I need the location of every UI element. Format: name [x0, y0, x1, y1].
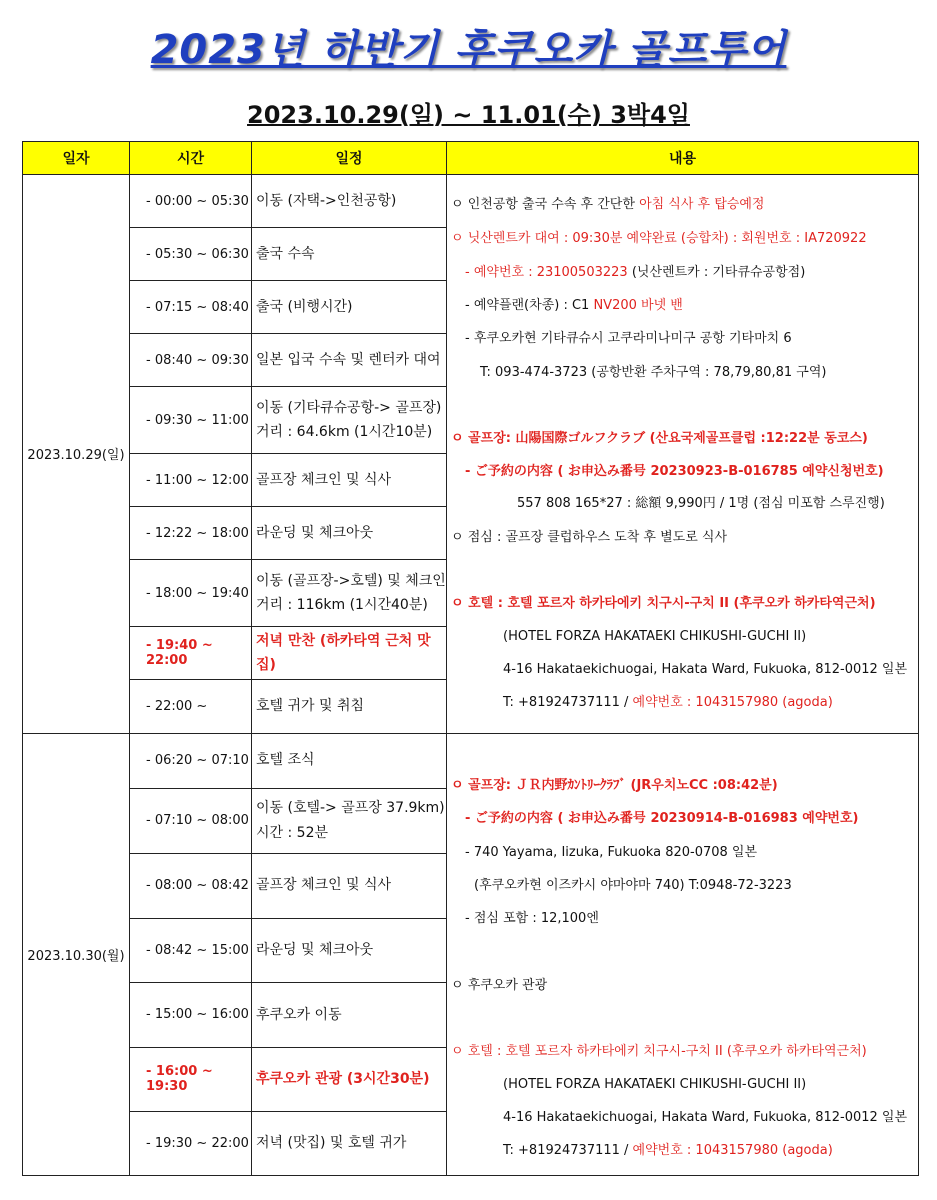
row-time: - 19:40 ~ 22:00 — [130, 627, 252, 680]
content-line: ㅇ 골프장: ＪＲ内野ｶﾝﾄﾘｰｸﾗﾌﾞ (JR우치노CC :08:42분) — [451, 777, 778, 793]
row-time: - 16:00 ~ 19:30 — [130, 1047, 252, 1111]
content-line: T: +81924737111 / 예약번호 : 1043157980 (agoda) — [503, 1142, 833, 1158]
row-plan: 골프장 체크인 및 식사 — [252, 454, 447, 507]
header-content: 내용 — [447, 142, 919, 175]
row-plan: 출국 (비행시간) — [252, 281, 447, 334]
row-time: - 09:30 ~ 11:00 — [130, 387, 252, 454]
row-plan: 저녁 (맛집) 및 호텔 귀가 — [252, 1111, 447, 1175]
day2-date: 2023.10.30(월) — [23, 733, 130, 1175]
header-row — [23, 142, 919, 175]
content-line: - 점심 포함 : 12,100엔 — [465, 910, 599, 926]
row-plan: 이동 (호텔-> 골프장 37.9km) 시간 : 52분 — [252, 788, 447, 853]
content-line: ㅇ 호텔 : 호텔 포르자 하카타에키 치구시-구치 II (후쿠오카 하카타역근처) — [451, 1043, 867, 1059]
content-line: - 예약플랜(차종) : C1 NV200 바넷 밴 — [465, 298, 683, 314]
row-plan: 호텔 조식 — [252, 733, 447, 788]
row-time: - 00:00 ~ 05:30 — [130, 175, 252, 228]
row-plan: 출국 수속 — [252, 228, 447, 281]
content-line: 557 808 165*27 : 総額 9,990円 / 1명 (점심 미포함 스루진행) — [517, 496, 885, 512]
row-time: - 08:40 ~ 09:30 — [130, 334, 252, 387]
row-plan: 후쿠오카 관광 (3시간30분) — [252, 1047, 447, 1111]
content-line: ㅇ 골프장: 山陽国際ゴルフクラブ (산요국제골프클럽 :12:22분 동코스) — [451, 431, 868, 447]
content-line: T: +81924737111 / 예약번호 : 1043157980 (agoda) — [503, 695, 833, 711]
day2-content — [447, 733, 919, 1175]
row-plan: 호텔 귀가 및 취침 — [252, 680, 447, 733]
row-time: - 22:00 ~ — [130, 680, 252, 733]
header-time: 시간 — [130, 142, 252, 175]
content-line: (HOTEL FORZA HAKATAEKI CHIKUSHI-GUCHI II) — [503, 1076, 807, 1092]
row-time: - 08:00 ~ 08:42 — [130, 853, 252, 918]
content-line: ㅇ 인천공항 출국 수속 후 간단한 아침 식사 후 탑승예정 — [451, 197, 765, 213]
table-row — [23, 175, 919, 228]
day1-content — [447, 175, 919, 734]
content-line: - 740 Yayama, Iizuka, Fukuoka 820-0708 일본 — [465, 844, 758, 860]
header-plan: 일정 — [252, 142, 447, 175]
day1-date: 2023.10.29(일) — [23, 175, 130, 734]
row-time: - 18:00 ~ 19:40 — [130, 560, 252, 627]
row-plan: 후쿠오카 이동 — [252, 982, 447, 1047]
content-line: (후쿠오카현 이즈카시 야마야마 740) T:0948-72-3223 — [474, 877, 792, 893]
schedule-table — [22, 141, 919, 1176]
row-time: - 12:22 ~ 18:00 — [130, 507, 252, 560]
row-time: - 06:20 ~ 07:10 — [130, 733, 252, 788]
row-time: - 11:00 ~ 12:00 — [130, 454, 252, 507]
row-time: - 07:15 ~ 08:40 — [130, 281, 252, 334]
row-plan: 이동 (자택->인천공항) — [252, 175, 447, 228]
header-date: 일자 — [23, 142, 130, 175]
content-line: ㅇ 후쿠오카 관광 — [451, 977, 548, 993]
content-line: - 예약번호 : 23100503223 (닛산렌트카 : 기타큐슈공항점) — [465, 265, 806, 281]
content-line: - ご予約の内容 ( お申込み番号 20230923-B-016785 예약신청번호) — [465, 464, 884, 480]
row-time: - 19:30 ~ 22:00 — [130, 1111, 252, 1175]
content-line: - ご予約の内容 ( お申込み番号 20230914-B-016983 예약번호) — [465, 810, 859, 826]
content-line: ㅇ 닛산렌트카 대여 : 09:30분 예약완료 (승합차) : 회원번호 : IA720922 — [451, 231, 867, 247]
row-plan: 라운딩 및 체크아웃 — [252, 918, 447, 982]
row-plan: 이동 (기타큐슈공항-> 골프장) 거리 : 64.6km (1시간10분) — [252, 387, 447, 454]
content-line: ㅇ 점심 : 골프장 클럽하우스 도착 후 별도로 식사 — [451, 530, 728, 546]
row-time: - 08:42 ~ 15:00 — [130, 918, 252, 982]
content-line: 4-16 Hakataekichuogai, Hakata Ward, Fukuoka, 812-0012 일본 — [503, 1109, 908, 1125]
row-plan: 이동 (골프장->호텔) 및 체크인 거리 : 116km (1시간40분) — [252, 560, 447, 627]
row-time: - 05:30 ~ 06:30 — [130, 228, 252, 281]
row-plan: 일본 입국 수속 및 렌터카 대여 — [252, 334, 447, 387]
page-subtitle: 2023.10.29(일) ~ 11.01(수) 3박4일 — [247, 101, 690, 129]
content-line: (HOTEL FORZA HAKATAEKI CHIKUSHI-GUCHI II) — [503, 629, 807, 645]
row-plan: 골프장 체크인 및 식사 — [252, 853, 447, 918]
row-plan: 라운딩 및 체크아웃 — [252, 507, 447, 560]
content-line: - 후쿠오카현 기타큐슈시 고쿠라미나미구 공항 기타마치 6 — [465, 331, 792, 347]
page-title: 2023년 하반기 후쿠오카 골프투어 — [150, 27, 787, 73]
row-time: - 15:00 ~ 16:00 — [130, 982, 252, 1047]
content-line: ㅇ 호텔 : 호텔 포르자 하카타에키 치구시-구치 II (후쿠오카 하카타역근처) — [451, 596, 876, 612]
content-line: 4-16 Hakataekichuogai, Hakata Ward, Fukuoka, 812-0012 일본 — [503, 662, 908, 678]
row-plan: 저녁 만찬 (하카타역 근처 맛집) — [252, 627, 447, 680]
table-row — [23, 733, 919, 788]
row-time: - 07:10 ~ 08:00 — [130, 788, 252, 853]
content-line: T: 093-474-3723 (공항반환 주차구역 : 78,79,80,81 구역) — [480, 365, 827, 381]
